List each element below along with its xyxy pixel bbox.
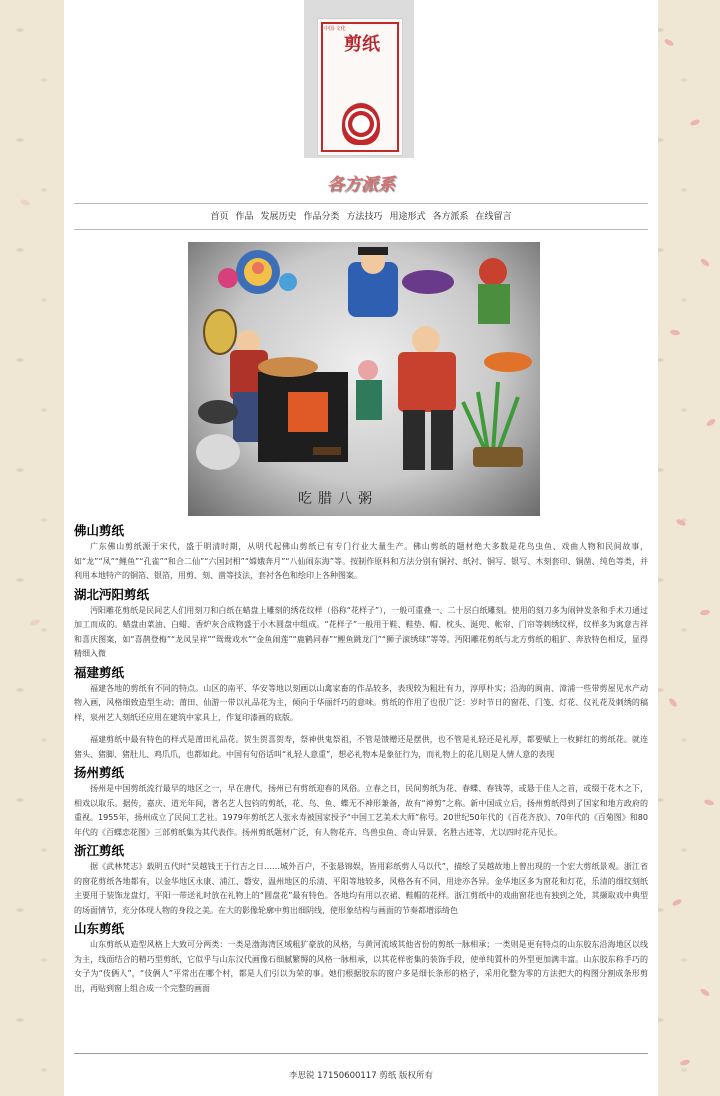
petal-decoration [29, 618, 40, 626]
section-paragraph: 沔阳雕花剪纸是民间艺人们用刻刀和白纸在蜡盘上雕刻的绣花纹样（俗称“花样子”），一般可重叠一、二十层白纸雕刻。使用的刻刀多为闹钟发条和手术刀通过加工而成的。蜡盘由菜油、白蜡、香炉灰合成物盛于小木圆盘中组成。“花样子”一般用于鞋、鞋垫、帽、枕头、涎兜、帐帘、门帘等刺绣纹样，纹样多为寓意吉祥和喜庆图案，如“喜鹊登梅”“龙凤呈祥”“鸳鸯戏水”“金鱼闹莲”“鹿鹤同春”“鲤鱼跳龙门”“狮子滚绣球”等等。沔阳雕花剪纸与北方剪纸的粗犷、奔放特色相反，显得精细入微 [74, 605, 648, 658]
page-title: 各方派系 [327, 175, 395, 195]
section-paragraph: 福建剪纸中最有特色的样式是莆田礼品花。贺生贺喜贺寿，祭神供鬼祭祖，不管是馈赠还是摆供，也不管是礼轻还是礼厚，都要赋上一枚鲜红的剪纸花。就连猪头、猪脚、猪肚儿、鸡爪爪，也都如此。中国有句俗话叫“礼轻人意重”，想必礼物本是象征行为，而礼物上的花儿则是人情人意的表现 [74, 735, 648, 759]
poster-top-text: 中国·文化 [324, 26, 346, 32]
section-heading: 佛山剪纸 [74, 523, 125, 538]
nav-categories[interactable]: 作品分类 [303, 212, 340, 222]
section-paragraph: 据《武林梵志》载明五代时“吴越钱王于行吉之日……城外百户，不张悬锦娱，皆用彩纸剪人马以代”，描绘了吴越故地上曾出现的一个宏大剪纸景观。浙江省的窗花剪纸各地都有，以金华地区永康、浦江、磐安，温州地区的乐清、平阳等地较多，风格各有不同，用途亦各异。金华地区多为窗花和灯花，乐清的细纹刻纸主要用于装饰龙盘灯，平阳一带送礼时放在礼物上的“圆盘花”最有特色。各地均有用以衣裙、鞋帽的花样。浙江剪纸中的戏曲窗花也有独到之处，其撷取戏中典型的场面情节，充分体现人物的身段之美。在大的影像轮廓中剪出细阴线，使形象结构与画面的节奏都增添绮色 [74, 862, 648, 915]
content-sections [74, 522, 648, 998]
nav-home[interactable]: 首页 [210, 212, 229, 222]
petal-decoration [700, 609, 711, 616]
nav-guestbook[interactable]: 在线留言 [475, 212, 512, 222]
petal-decoration [668, 697, 678, 708]
petal-decoration [680, 1059, 691, 1066]
petal-decoration [671, 898, 682, 907]
artwork-caption: 吃腊八粥 [298, 491, 378, 507]
petal-decoration [699, 988, 710, 998]
nav-history[interactable]: 发展历史 [260, 212, 297, 222]
nav-uses[interactable]: 用途形式 [389, 212, 426, 222]
section-paragraph: 福建各地的剪纸有不同的特点。山区的南平、华安等地以刻画以山禽家畜的作品较多，表现较为粗壮有力，淳厚朴实；沿海的闽南、漳浦一些带剪屋见水产动物入画，风格细致造型生动；莆田、仙游一带以礼品花为主，倾向于华丽纤巧的意味。剪纸的作用了也很广泛：岁时节日的窗花、门笺、灯花、仪礼花及刺绣的稿样，泉州艺人刻纸还应用在建筑中家具上，作复印漆画的底版。 [74, 683, 648, 722]
petal-decoration [689, 118, 700, 126]
petal-decoration [670, 329, 681, 336]
section-heading: 福建剪纸 [74, 664, 125, 680]
section-foshan [74, 522, 648, 584]
vase-papercut-icon [342, 103, 380, 145]
section-heading: 扬州剪纸 [74, 765, 125, 780]
nav-top-divider [74, 203, 648, 204]
main-page [64, 0, 658, 1096]
section-heading: 湖北沔阳剪纸 [74, 586, 150, 602]
section-mianyang [74, 586, 648, 662]
main-nav [64, 210, 658, 224]
poster-title: 剪纸 [344, 34, 380, 55]
petal-decoration [700, 257, 711, 267]
petal-decoration [19, 198, 30, 206]
section-paragraph: 广东佛山剪纸源于宋代，盛于明清时期，从明代起佛山剪纸已有专门行业大量生产。佛山剪纸的题材绝大多数是花鸟虫鱼、戏曲人物和民间故事，如“龙”“凤”“鲤鱼”“孔雀”“和合二仙”“六国封相”“嫦娥奔月”“八仙闹东海”等。按制作原料和方法分别有铜衬、纸衬、铜写、银写、木刻套印、铜凿、纯色等类，并利用本地特产的铜箔、银箔，用剪、刻、凿等技法，套衬各色和绘印上各种图案。 [74, 542, 648, 580]
nav-techniques[interactable]: 方法技巧 [346, 212, 383, 222]
poster-sheet [317, 18, 403, 156]
footer-copyright: 李思锐 17150600117 剪纸 版权所有 [288, 1071, 434, 1081]
footer-divider [74, 1053, 648, 1054]
petal-decoration [663, 38, 674, 47]
nav-schools[interactable]: 各方派系 [432, 212, 469, 222]
petal-decoration [705, 418, 716, 428]
section-zhejiang [74, 842, 648, 918]
nav-bottom-divider [74, 229, 648, 230]
section-paragraph: 山东剪纸从造型风格上大致可分两类：一类是渤海湾区域粗犷豪放的风格，与黄河流域其他省份的剪纸一脉相承；一类则是更有特点的山东胶东沿海地区以线为主，线面结合的精巧型剪纸，它似乎与山东汉代画像石细腻繁缛的风格一脉相承，以其花样密集的装饰手段，使单纯質朴的外型更加满丰富。山东胶东称手巧的女子为“伎俩人”，“伎俩人”平常出在哪个村，都是人们引以为荣的事。她们根据胶东的窗户多是细长条形的格子，采用化整为零的方法把大的构图分割成条形剪出，再贴到窗上组合成一个完整的画面 [74, 940, 648, 993]
section-paragraph: 扬州是中国剪纸流行最早的地区之一，早在唐代，扬州已有剪纸迎春的风俗。立春之日，民间剪纸为花、春蝶、春钱等，或悬于佳人之首，或缀于花木之下，相戏以取乐。据传，嘉庆、道光年间，著名艺人包钧的剪纸，花、鸟、鱼、蝶无不神形兼备，故有“神剪”之称。新中国成立后，扬州剪纸得到了国家和地方政府的重视。1955年，扬州成立了民间工艺社。1979年剪纸艺人张永寿被国家授予“中国工艺美术大师”称号。20世纪50年代的《百花齐放》、70年代的《百菊图》和80年代的《百蝶恋花图》三部剪纸集为其代表作。扬州剪纸题材广泛，有人物花卉、鸟兽虫鱼、奇山异景、名胜古迹等，尤以四时花卉见长。 [74, 784, 648, 837]
section-fujian [74, 664, 648, 763]
papercut-scene-illustration [188, 242, 540, 516]
section-yangzhou [74, 764, 648, 840]
section-shandong [74, 920, 648, 996]
poster-image [304, 0, 414, 158]
nav-works[interactable]: 作品 [235, 212, 254, 222]
section-heading: 山东剪纸 [74, 921, 125, 936]
petal-decoration [675, 518, 686, 527]
papercut-artwork-image [188, 242, 540, 516]
petal-decoration [704, 799, 715, 806]
section-heading: 浙江剪纸 [74, 843, 125, 858]
